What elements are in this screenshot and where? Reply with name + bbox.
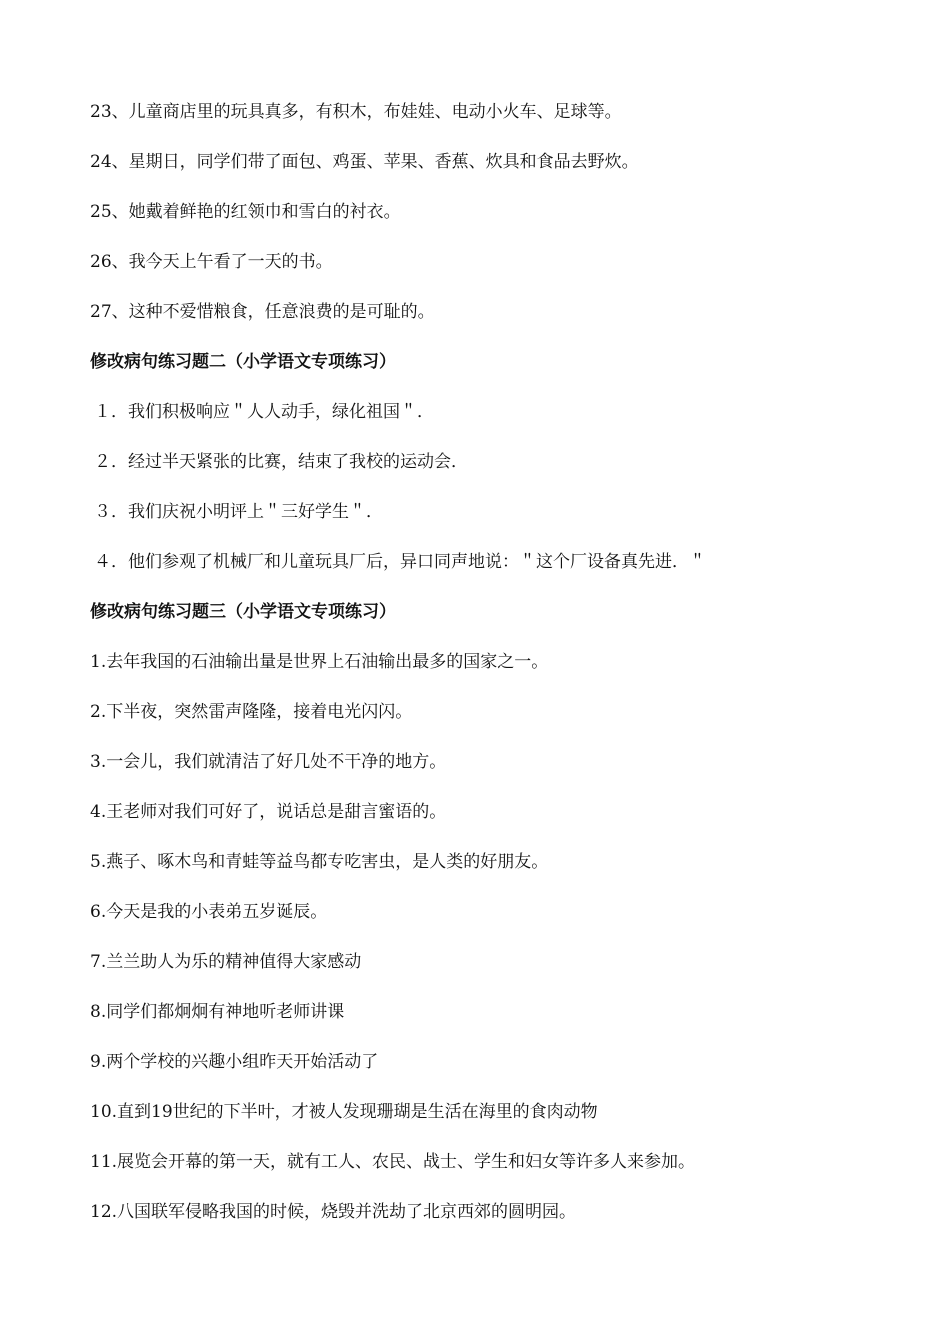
exercise-item: 27、这种不爱惜粮食，任意浪费的是可耻的。 (90, 302, 435, 322)
exercise-item: 5.燕子、啄木鸟和青蛙等益鸟都专吃害虫，是人类的好朋友。 (90, 852, 549, 872)
exercise-item: 4.王老师对我们可好了，说话总是甜言蜜语的。 (90, 802, 447, 822)
exercise-item: １．我们积极响应＂人人动手，绿化祖国＂． (94, 402, 434, 422)
exercise-item: 9.两个学校的兴趣小组昨天开始活动了 (90, 1052, 379, 1072)
exercise-item: 8.同学们都炯炯有神地听老师讲课 (90, 1002, 345, 1022)
section-heading: 修改病句练习题三（小学语文专项练习） (90, 602, 396, 622)
exercise-item: 23、儿童商店里的玩具真多，有积木，布娃娃、电动小火车、足球等。 (90, 102, 622, 122)
exercise-item: 3.一会儿，我们就清洁了好几处不干净的地方。 (90, 752, 447, 772)
exercise-item: 11.展览会开幕的第一天，就有工人、农民、战士、学生和妇女等许多人来参加。 (90, 1152, 696, 1172)
exercise-item: 25、她戴着鲜艳的红领巾和雪白的衬衣。 (90, 202, 401, 222)
exercise-item: 26、我今天上午看了一天的书。 (90, 252, 333, 272)
exercise-item: ２．经过半天紧张的比赛，结束了我校的运动会． (94, 452, 468, 472)
exercise-item: ４．他们参观了机械厂和儿童玩具厂后，异口同声地说：＂这个厂设备真先进．＂ (94, 552, 706, 572)
exercise-item: 10.直到19世纪的下半叶，才被人发现珊瑚是生活在海里的食肉动物 (90, 1102, 598, 1122)
exercise-item: 12.八国联军侵略我国的时候，烧毁并洗劫了北京西郊的圆明园。 (90, 1202, 577, 1222)
document-content (90, 96, 890, 1246)
exercise-item: ３．我们庆祝小明评上＂三好学生＂． (94, 502, 383, 522)
exercise-item: 2.下半夜，突然雷声隆隆，接着电光闪闪。 (90, 702, 413, 722)
exercise-item: 6.今天是我的小表弟五岁诞辰。 (90, 902, 328, 922)
exercise-item: 1.去年我国的石油输出量是世界上石油输出最多的国家之一。 (90, 652, 549, 672)
section-heading: 修改病句练习题二（小学语文专项练习） (90, 352, 396, 372)
exercise-item: 7.兰兰助人为乐的精神值得大家感动 (90, 952, 362, 972)
exercise-item: 24、星期日，同学们带了面包、鸡蛋、苹果、香蕉、炊具和食品去野炊。 (90, 152, 639, 172)
